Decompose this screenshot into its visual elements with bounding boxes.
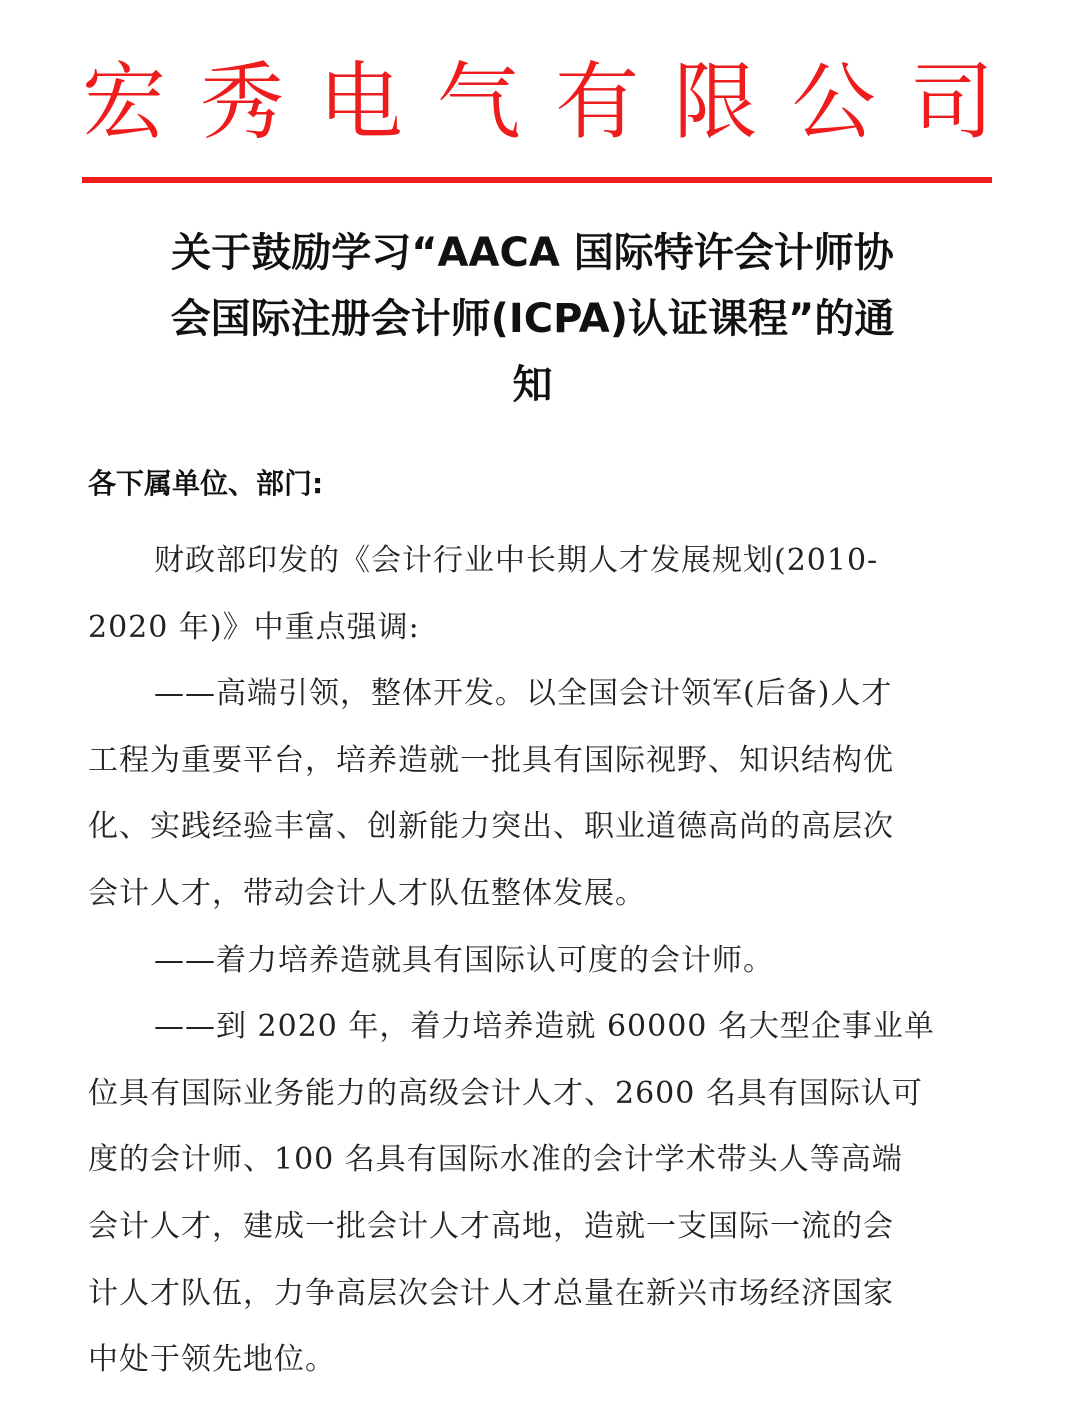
body-line: 工程为重要平台，培养造就一批具有国际视野、知识结构优 bbox=[88, 742, 894, 778]
body-line: ——到 2020 年，着力培养造就 60000 名大型企事业单 bbox=[154, 1009, 935, 1045]
letterhead-char: 司 bbox=[909, 53, 994, 151]
body-line: 会计人才，建成一批会计人才高地，造就一支国际一流的会 bbox=[88, 1208, 894, 1244]
body-line: 2020 年)》中重点强调: bbox=[88, 609, 420, 645]
body-line: 财政部印发的《会计行业中长期人才发展规划(2010- bbox=[154, 543, 879, 578]
notice-body bbox=[88, 528, 978, 1394]
body-line: 会计人才，带动会计人才队伍整体发展。 bbox=[88, 875, 646, 911]
body-line: ——高端引领，整体开发。以全国会计领军(后备)人才 bbox=[154, 676, 893, 712]
body-line: 计人才队伍，力争高层次会计人才总量在新兴市场经济国家 bbox=[88, 1275, 894, 1311]
letterhead-char: 气 bbox=[436, 53, 521, 151]
salutation: 各下属单位、部门: bbox=[88, 467, 324, 500]
body-line: ——着力培养造就具有国际认可度的会计师。 bbox=[154, 942, 774, 978]
letterhead-char: 电 bbox=[318, 53, 403, 151]
letterhead-char: 宏 bbox=[82, 53, 167, 151]
letterhead-char: 秀 bbox=[200, 53, 285, 151]
body-line: 度的会计师、100 名具有国际水准的会计学术带头人等高端 bbox=[88, 1142, 903, 1178]
title-line: 会国际注册会计师(ICPA)认证课程”的通 bbox=[170, 296, 895, 342]
title-line: 知 bbox=[512, 362, 553, 408]
notice-title bbox=[70, 220, 995, 418]
letterhead-char: 公 bbox=[791, 53, 876, 151]
letterhead-char: 限 bbox=[673, 53, 758, 151]
letterhead-divider bbox=[82, 177, 992, 183]
title-line: 关于鼓励学习“AACA 国际特许会计师协 bbox=[171, 230, 894, 276]
body-line: 位具有国际业务能力的高级会计人才、2600 名具有国际认可 bbox=[88, 1075, 923, 1111]
body-line: 化、实践经验丰富、创新能力突出、职业道德高尚的高层次 bbox=[88, 809, 894, 845]
body-line: 中处于领先地位。 bbox=[88, 1342, 336, 1378]
letterhead-char: 有 bbox=[555, 53, 640, 151]
company-letterhead bbox=[82, 52, 994, 152]
